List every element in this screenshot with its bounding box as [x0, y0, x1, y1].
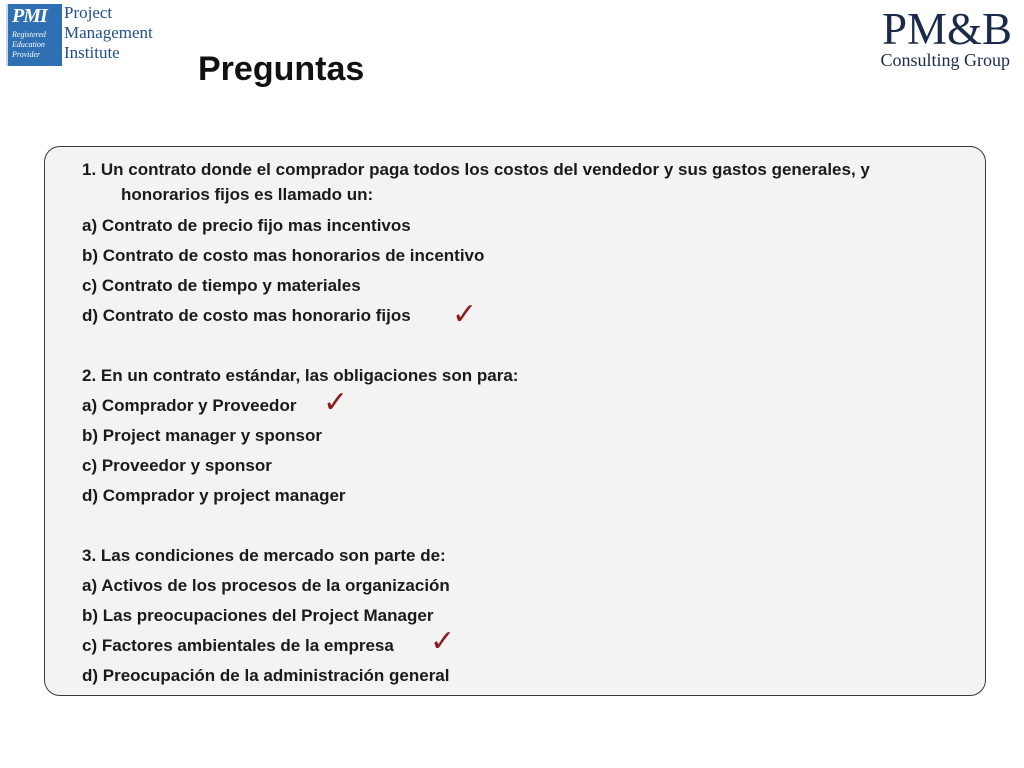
- pmi-wordmark: [64, 3, 153, 63]
- question-2-option-c: c) Proveedor y sponsor: [82, 456, 272, 475]
- pmi-emblem-letters: PMI: [12, 5, 47, 27]
- pmb-logo-main: PM&B: [881, 4, 1012, 54]
- questions-box: [44, 146, 986, 696]
- question-2-stem: 2. En un contrato estándar, las obligaciones son para:: [82, 366, 519, 385]
- pmb-logo-sub: Consulting Group: [880, 50, 1010, 70]
- check-icon: ✓: [323, 385, 349, 420]
- pmi-logo: [6, 4, 152, 66]
- question-3-option-b: b) Las preocupaciones del Project Manager: [82, 606, 434, 625]
- question-3-stem: 3. Las condiciones de mercado son parte de:: [82, 546, 446, 565]
- pmi-emblem-line: Registered: [12, 30, 46, 39]
- slide-title: Preguntas: [198, 50, 365, 88]
- question-1-option-b: b) Contrato de costo mas honorarios de incentivo: [82, 246, 485, 265]
- question-2-option-b: b) Project manager y sponsor: [82, 426, 322, 445]
- pmi-emblem-line: Education: [12, 40, 45, 49]
- pmb-logo: [880, 6, 1012, 69]
- question-2-option-d: d) Comprador y project manager: [82, 486, 346, 505]
- question-3-option-d: d) Preocupación de la administración general: [82, 666, 450, 685]
- pmi-word: Project: [64, 3, 113, 22]
- pmi-emblem-line: Provider: [12, 50, 41, 59]
- question-3-option-c: c) Factores ambientales de la empresa: [82, 636, 394, 655]
- question-1-stem-cont: honorarios fijos es llamado un:: [121, 185, 374, 204]
- check-icon: ✓: [430, 624, 456, 659]
- question-1-option-c: c) Contrato de tiempo y materiales: [82, 276, 361, 295]
- question-2-option-a: a) Comprador y Proveedor: [82, 396, 297, 415]
- pmi-word: Management: [64, 23, 153, 42]
- question-3-option-a: a) Activos de los procesos de la organización: [82, 576, 450, 595]
- question-1-option-a: a) Contrato de precio fijo mas incentivos: [82, 216, 411, 235]
- check-icon: ✓: [452, 297, 478, 332]
- question-1-option-d: d) Contrato de costo mas honorario fijos: [82, 306, 411, 325]
- question-1-stem: 1. Un contrato donde el comprador paga todos los costos del vendedor y sus gastos generales, y: [82, 160, 870, 179]
- pmi-word: Institute: [64, 43, 120, 62]
- pmi-emblem: [6, 4, 62, 66]
